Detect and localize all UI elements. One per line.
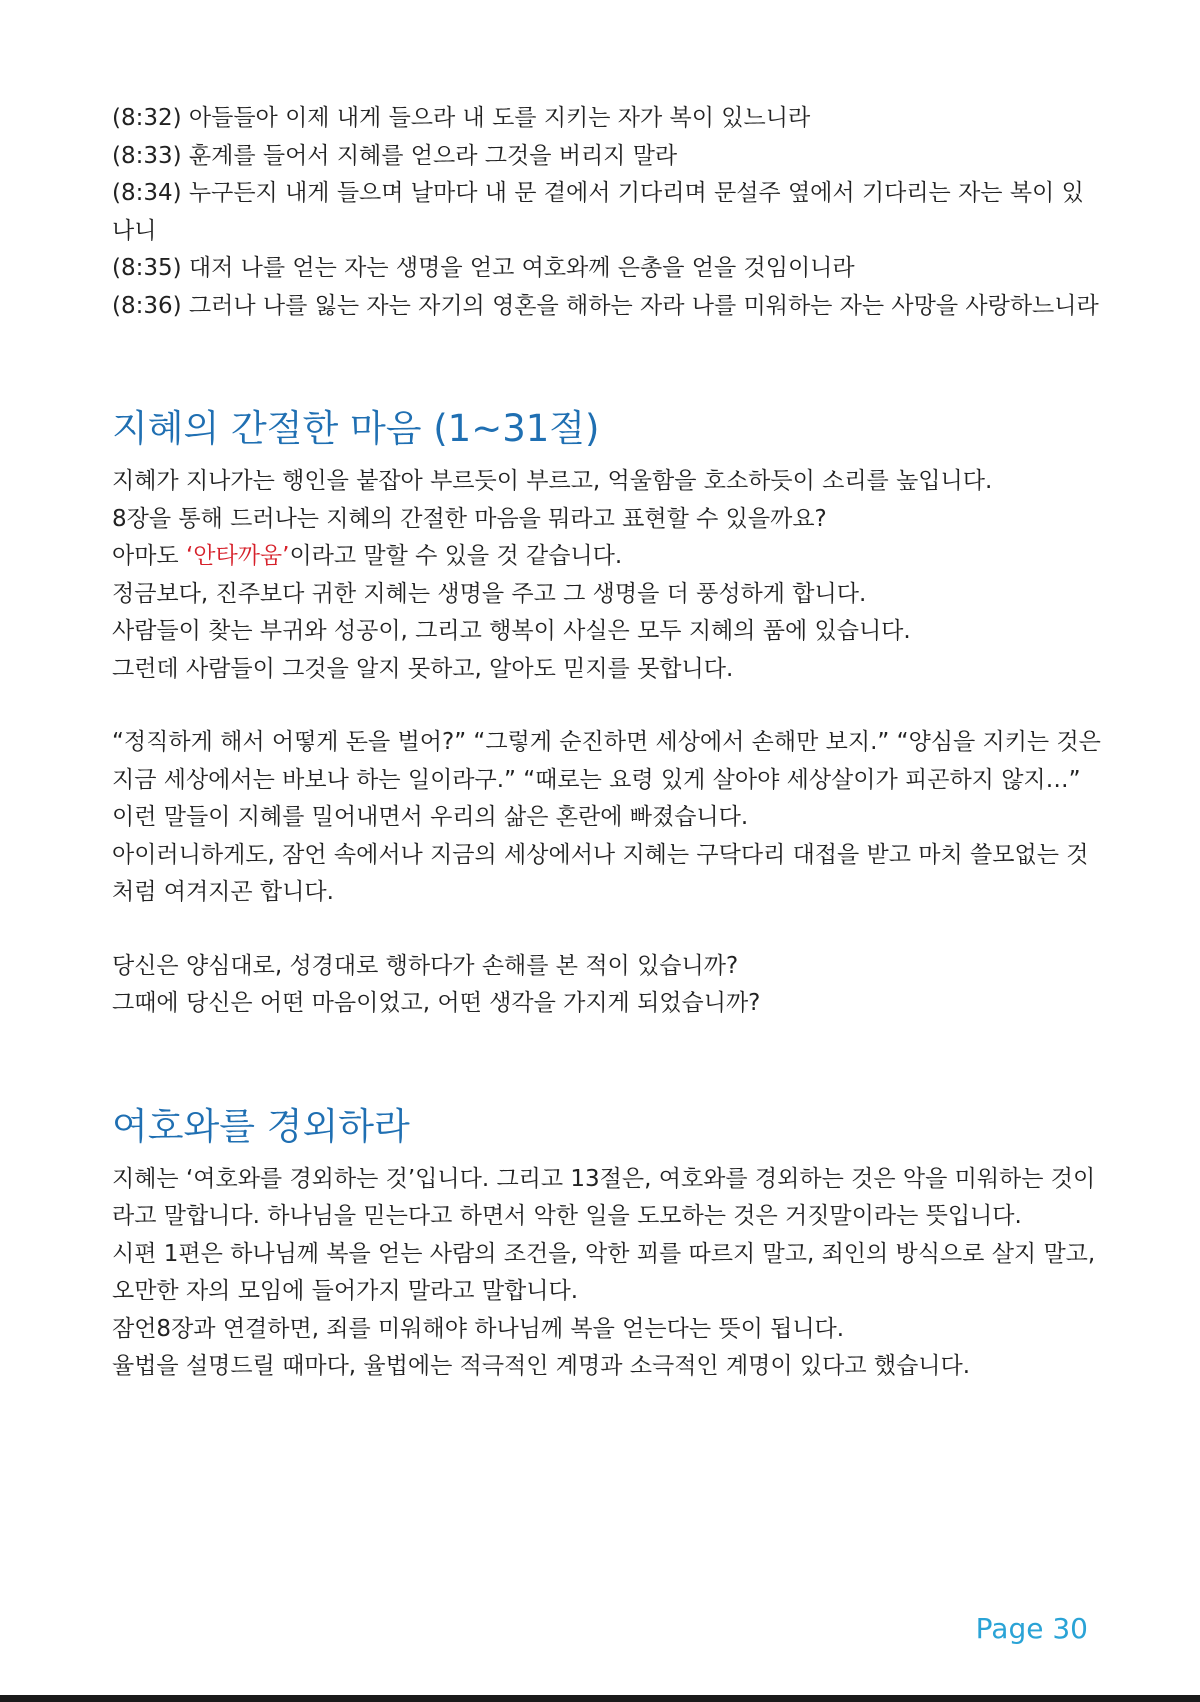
paragraph-line: 율법을 설명드릴 때마다, 율법에는 적극적인 계명과 소극적인 계명이 있다고 했습니다. — [112, 1353, 971, 1379]
paragraph-line: 지혜가 지나가는 행인을 붙잡아 부르듯이 부르고, 억울함을 호소하듯이 소리를 높입니다. — [112, 468, 993, 494]
verse-8-34: (8:34) 누구든지 내게 들으며 날마다 내 문 곁에서 기다리며 문설주 옆에서 기다리는 자는 복이 있나니 — [112, 180, 1084, 244]
paragraph-line: 사람들이 찾는 부귀와 성공이, 그리고 행복이 사실은 모두 지혜의 품에 있습니다. — [112, 618, 911, 644]
paragraph-line: 8장을 통해 드러나는 지혜의 간절한 마음을 뭐라고 표현할 수 있을까요? — [112, 505, 827, 532]
highlight-before: 아마도 — [112, 543, 186, 569]
document-page — [112, 100, 1102, 1386]
paragraph-line: 당신은 양심대로, 성경대로 행하다가 손해를 본 적이 있습니까? — [112, 952, 739, 979]
verse-8-32: (8:32) 아들들아 이제 내게 들으라 내 도를 지키는 자가 복이 있느니라 — [112, 105, 811, 131]
paragraph-line: 그때에 당신은 어떤 마음이었고, 어떤 생각을 가지게 되었습니까? — [112, 990, 761, 1016]
paragraph-line: 잠언8장과 연결하면, 죄를 미워해야 하나님께 복을 얻는다는 뜻이 됩니다. — [112, 1315, 845, 1342]
page-number: Page 30 — [975, 1612, 1088, 1645]
paragraph-line: “정직하게 해서 어떻게 돈을 벌어?” “그렇게 순진하면 세상에서 손해만 보지.” “양심을 지키는 것은 지금 세상에서는 바보나 하는 일이라구.” “때로는 요령 있게 살아야 세상살이가 피곤하지 않지…” — [112, 729, 1101, 793]
verse-list — [112, 100, 1102, 325]
paragraph-line: 지혜는 ‘여호와를 경외하는 것’입니다. 그리고 13절은, 여호와를 경외하는 것은 악을 미워하는 것이라고 말합니다. 하나님을 믿는다고 하면서 악한 일을 도모하는 것은 거짓말이라는 뜻입니다. — [112, 1165, 1096, 1229]
paragraph-line: 이런 말들이 지혜를 밀어내면서 우리의 삶은 혼란에 빠졌습니다. — [112, 804, 749, 830]
paragraph-line: 그런데 사람들이 그것을 알지 못하고, 알아도 믿지를 못합니다. — [112, 655, 734, 682]
section1-paragraph-1 — [112, 463, 1102, 688]
section2-paragraph — [112, 1161, 1102, 1386]
verse-8-36: (8:36) 그러나 나를 잃는 자는 자기의 영혼을 해하는 자라 나를 미워하는 자는 사망을 사랑하느니라 — [112, 292, 1099, 319]
bottom-border — [0, 1695, 1200, 1702]
highlight-word: ‘안타까움’ — [185, 543, 290, 569]
section1-paragraph-2 — [112, 724, 1102, 912]
highlight-after: 이라고 말할 수 있을 것 같습니다. — [289, 543, 623, 569]
verse-8-33: (8:33) 훈계를 들어서 지혜를 얻으라 그것을 버리지 말라 — [112, 142, 678, 169]
paragraph-line: 정금보다, 진주보다 귀한 지혜는 생명을 주고 그 생명을 더 풍성하게 합니다. — [112, 580, 867, 607]
section1-paragraph-3 — [112, 948, 1102, 1023]
paragraph-line: 아이러니하게도, 잠언 속에서나 지금의 세상에서나 지혜는 구닥다리 대접을 받고 마치 쓸모없는 것처럼 여겨지곤 합니다. — [112, 841, 1089, 905]
section-heading-fear-the-lord: 여호와를 경외하라 — [112, 1104, 410, 1148]
section-heading-wisdom-heart: 지혜의 간절한 마음 (1~31절) — [112, 407, 600, 450]
verse-8-35: (8:35) 대저 나를 얻는 자는 생명을 얻고 여호와께 은총을 얻을 것임이니라 — [112, 255, 855, 281]
highlight-line — [112, 538, 1102, 576]
paragraph-line: 시편 1편은 하나님께 복을 얻는 사람의 조건을, 악한 꾀를 따르지 말고, 죄인의 방식으로 살지 말고, 오만한 자의 모임에 들어가지 말라고 말합니다. — [112, 1240, 1096, 1304]
